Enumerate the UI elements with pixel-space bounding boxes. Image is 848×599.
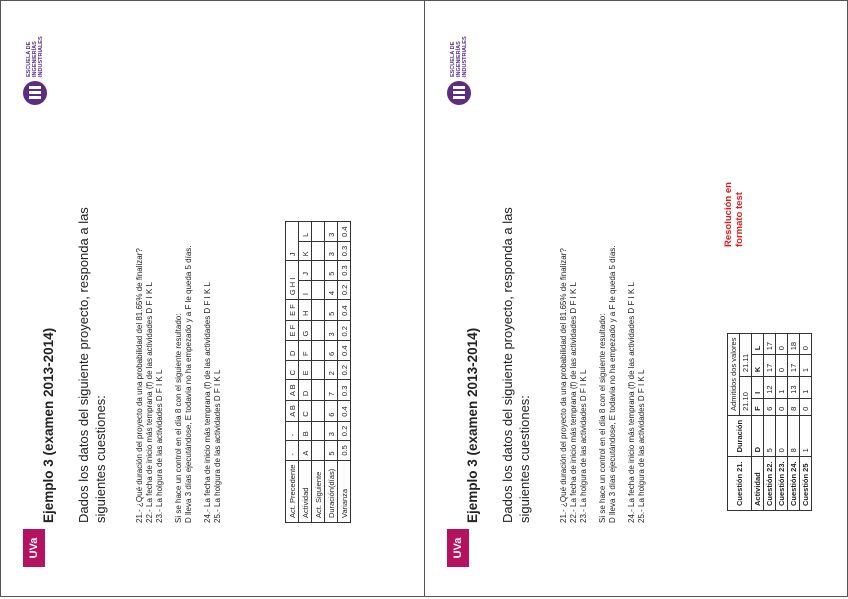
school-emblem-icon xyxy=(23,81,47,105)
table-row: Act. Siguiente xyxy=(312,222,325,523)
school-name: ESCUELA DE INGENIERÍAS INDUSTRIALES xyxy=(450,36,468,77)
table-row: 21.10 21.11 xyxy=(740,333,752,510)
school-emblem-icon xyxy=(447,81,471,105)
control-text: Si se hace un control en el día 8 con el siguiente resultado: xyxy=(598,313,607,523)
test-format-note: Resolución en formato test xyxy=(723,182,745,247)
question-21: 21.- ¿Qué duración del proyecto da una probabilidad del 81.65% de finalizar? xyxy=(559,248,568,523)
table-row: Cuestión 21. Duración Admitidos dos valores xyxy=(728,333,740,510)
table-row: Duración(días) 5 3 6 7 2 6 3 5 4 5 3 3 xyxy=(325,222,338,523)
slide-left xyxy=(0,0,425,597)
questions xyxy=(559,103,647,523)
slide-subtitle: Dados los datos del siguiente proyecto, responda a las siguientes cuestiones: xyxy=(500,207,532,523)
questions xyxy=(135,103,223,523)
table-row: Varianza 0.5 0.2 0.4 0.3 0.2 0.4 0.2 0.4 0.2 0.3 0.3 0.4 xyxy=(338,222,351,523)
question-24: 24.- La fecha de inicio más temprana (f) de las actividades D F I K L xyxy=(627,281,636,523)
table-row: Actividad D F I K L xyxy=(752,333,764,510)
slide-right xyxy=(424,0,848,597)
question-22: 22.- La fecha de inicio más temprana (f) de las actividades D F I K L xyxy=(145,281,154,523)
slide-content-left xyxy=(23,27,403,567)
results-table xyxy=(727,333,812,511)
question-24: 24.- La fecha de inicio más temprana (f) de las actividades D F I K L xyxy=(203,281,212,523)
question-21: 21.- ¿Qué duración del proyecto da una probabilidad del 81.65% de finalizar? xyxy=(135,248,144,523)
table-row: Cuestión 24. 8 8 13 17 18 xyxy=(788,333,800,510)
school-logo xyxy=(23,33,47,105)
control-text: Si se hace un control en el día 8 con el siguiente resultado: xyxy=(174,313,183,523)
question-23: 23.- La holgura de las actividades D F I K L xyxy=(155,369,164,523)
slide-title: Ejemplo 3 (examen 2013-2014) xyxy=(41,327,56,523)
table-row: Actividad A B C D E F G H I J K L xyxy=(299,222,312,523)
school-name: ESCUELA DE INGENIERÍAS INDUSTRIALES xyxy=(26,36,44,77)
question-22: 22.- La fecha de inicio más temprana (f) de las actividades D F I K L xyxy=(569,281,578,523)
table-row: Cuestión 25 1 0 1 1 0 xyxy=(800,333,812,510)
uva-logo: UVa xyxy=(447,529,469,567)
slide-content-right xyxy=(447,27,827,567)
question-25: 25.- La holgura de las actividades D F I K L xyxy=(213,369,222,523)
project-data-table xyxy=(285,221,351,523)
table-row: Cuestión 22. 5 6 12 17 17 xyxy=(764,333,776,510)
slide-subtitle: Dados los datos del siguiente proyecto, responda a las siguientes cuestiones: xyxy=(76,207,108,523)
table-row: Cuestión 23. 0 0 1 0 0 xyxy=(776,333,788,510)
control-detail: D lleva 3 días ejecutándose, E todavía no ha empezado y a F le queda 5 días. xyxy=(608,245,617,523)
uva-logo: UVa xyxy=(23,529,45,567)
school-logo xyxy=(447,33,471,105)
table-row: Act. Precedente - - A B A B C D E F E F G H I J xyxy=(286,222,299,523)
question-25: 25.- La holgura de las actividades D F I K L xyxy=(637,369,646,523)
question-23: 23.- La holgura de las actividades D F I K L xyxy=(579,369,588,523)
slide-title: Ejemplo 3 (examen 2013-2014) xyxy=(465,327,480,523)
control-detail: D lleva 3 días ejecutándose, E todavía no ha empezado y a F le queda 5 días. xyxy=(184,245,193,523)
